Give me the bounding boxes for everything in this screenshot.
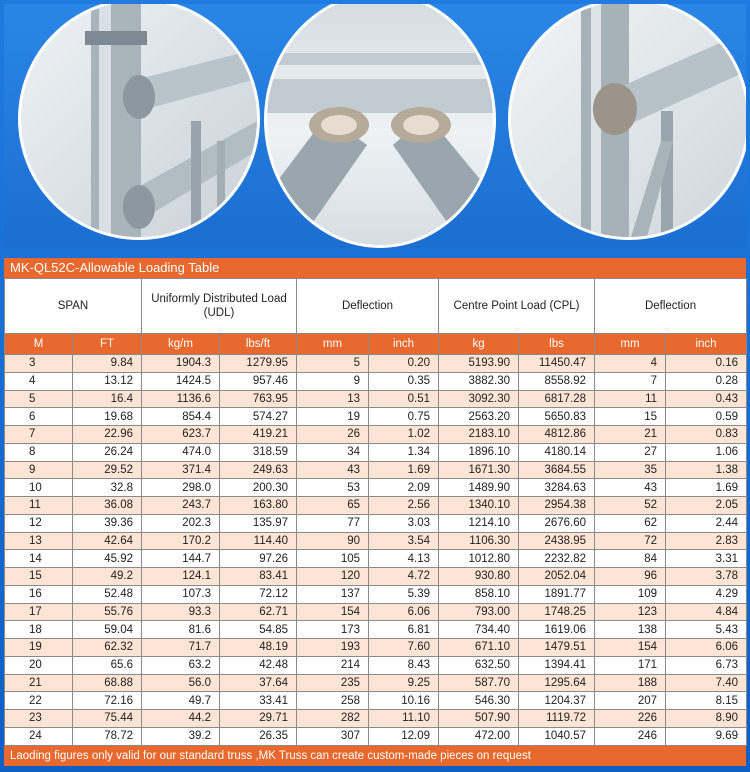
table-cell: 34: [297, 443, 369, 461]
table-row: [5, 390, 747, 408]
table-cell: 53: [297, 479, 369, 497]
table-cell: 11450.47: [519, 355, 595, 373]
table-row: [5, 603, 747, 621]
table-cell: 793.00: [439, 603, 519, 621]
table-cell: 135.97: [220, 514, 297, 532]
table-cell: 8.15: [666, 692, 747, 710]
table-cell: 39.2: [142, 727, 220, 745]
header-span: SPAN: [5, 279, 142, 334]
table-row: [5, 497, 747, 515]
table-cell: 19: [297, 408, 369, 426]
table-cell: 371.4: [142, 461, 220, 479]
table-cell: 105: [297, 550, 369, 568]
table-row: [5, 461, 747, 479]
table-cell: 1424.5: [142, 372, 220, 390]
table-cell: 298.0: [142, 479, 220, 497]
table-cell: 14: [5, 550, 73, 568]
table-cell: 1619.06: [519, 621, 595, 639]
table-cell: 1119.72: [519, 710, 595, 728]
table-cell: 154: [595, 639, 666, 657]
truss-tube-illustration-3: [511, 4, 746, 237]
header-deflection-cpl: Deflection: [595, 279, 747, 334]
table-row: [5, 656, 747, 674]
table-cell: 42.48: [220, 656, 297, 674]
table-cell: 207: [595, 692, 666, 710]
table-cell: 2052.04: [519, 568, 595, 586]
table-cell: 0.43: [666, 390, 747, 408]
table-cell: 2183.10: [439, 426, 519, 444]
table-cell: 35: [595, 461, 666, 479]
table-cell: 2.83: [666, 532, 747, 550]
table-cell: 1748.25: [519, 603, 595, 621]
table-cell: 29.71: [220, 710, 297, 728]
table-cell: 246: [595, 727, 666, 745]
loading-table: [4, 278, 747, 746]
table-cell: 1891.77: [519, 585, 595, 603]
table-cell: 37.64: [220, 674, 297, 692]
table-cell: 1.02: [369, 426, 439, 444]
table-cell: 1394.41: [519, 656, 595, 674]
table-cell: 11: [595, 390, 666, 408]
table-cell: 84: [595, 550, 666, 568]
truss-tube-illustration-1: [21, 4, 257, 237]
table-cell: 0.75: [369, 408, 439, 426]
truss-tube-illustration-2: [267, 4, 493, 245]
table-cell: 22: [5, 692, 73, 710]
table-cell: 6817.28: [519, 390, 595, 408]
table-cell: 3.31: [666, 550, 747, 568]
table-cell: 32.8: [73, 479, 142, 497]
table-cell: 1904.3: [142, 355, 220, 373]
table-row: [5, 710, 747, 728]
table-cell: 20: [5, 656, 73, 674]
table-cell: 107.3: [142, 585, 220, 603]
table-cell: 318.59: [220, 443, 297, 461]
table-cell: 193: [297, 639, 369, 657]
unit-header: kg: [439, 334, 519, 355]
table-cell: 77: [297, 514, 369, 532]
table-cell: 3882.30: [439, 372, 519, 390]
table-cell: 138: [595, 621, 666, 639]
table-cell: 1.69: [666, 479, 747, 497]
table-cell: 0.16: [666, 355, 747, 373]
table-cell: 49.7: [142, 692, 220, 710]
table-cell: 17: [5, 603, 73, 621]
table-title: MK-QL52C-Allowable Loading Table: [4, 258, 746, 278]
table-cell: 54.85: [220, 621, 297, 639]
table-cell: 235: [297, 674, 369, 692]
table-cell: 6.06: [369, 603, 439, 621]
table-row: [5, 692, 747, 710]
table-cell: 546.30: [439, 692, 519, 710]
table-cell: 48.19: [220, 639, 297, 657]
table-row: [5, 355, 747, 373]
table-cell: 854.4: [142, 408, 220, 426]
table-cell: 0.35: [369, 372, 439, 390]
table-cell: 734.40: [439, 621, 519, 639]
table-row: [5, 443, 747, 461]
table-row: [5, 568, 747, 586]
unit-header: kg/m: [142, 334, 220, 355]
table-cell: 1.38: [666, 461, 747, 479]
header-deflection-udl: Deflection: [297, 279, 439, 334]
table-cell: 10: [5, 479, 73, 497]
table-cell: 9: [297, 372, 369, 390]
table-cell: 1040.57: [519, 727, 595, 745]
table-cell: 249.63: [220, 461, 297, 479]
table-cell: 43: [297, 461, 369, 479]
table-cell: 2676.60: [519, 514, 595, 532]
table-row: [5, 408, 747, 426]
table-cell: 3.54: [369, 532, 439, 550]
table-cell: 96: [595, 568, 666, 586]
table-cell: 5: [5, 390, 73, 408]
table-cell: 957.46: [220, 372, 297, 390]
table-cell: 120: [297, 568, 369, 586]
table-cell: 4812.86: [519, 426, 595, 444]
table-cell: 214: [297, 656, 369, 674]
table-cell: 632.50: [439, 656, 519, 674]
table-row: [5, 532, 747, 550]
table-cell: 4: [595, 355, 666, 373]
table-cell: 7.60: [369, 639, 439, 657]
table-cell: 1136.6: [142, 390, 220, 408]
table-cell: 1012.80: [439, 550, 519, 568]
table-cell: 39.36: [73, 514, 142, 532]
table-cell: 5: [297, 355, 369, 373]
table-cell: 930.80: [439, 568, 519, 586]
table-cell: 170.2: [142, 532, 220, 550]
table-cell: 36.08: [73, 497, 142, 515]
table-row: [5, 372, 747, 390]
table-cell: 7: [5, 426, 73, 444]
table-cell: 1214.10: [439, 514, 519, 532]
table-cell: 763.95: [220, 390, 297, 408]
table-cell: 13: [5, 532, 73, 550]
table-cell: 1671.30: [439, 461, 519, 479]
table-cell: 0.20: [369, 355, 439, 373]
table-cell: 258: [297, 692, 369, 710]
table-cell: 15: [5, 568, 73, 586]
table-cell: 419.21: [220, 426, 297, 444]
table-cell: 97.26: [220, 550, 297, 568]
table-cell: 12: [5, 514, 73, 532]
unit-header: inch: [369, 334, 439, 355]
table-cell: 307: [297, 727, 369, 745]
table-cell: 4.13: [369, 550, 439, 568]
table-cell: 858.10: [439, 585, 519, 603]
table-cell: 3.03: [369, 514, 439, 532]
header-udl: Uniformly Distributed Load (UDL): [142, 279, 297, 334]
table-cell: 21: [5, 674, 73, 692]
table-cell: 171: [595, 656, 666, 674]
table-cell: 62.32: [73, 639, 142, 657]
table-cell: 78.72: [73, 727, 142, 745]
table-cell: 5650.83: [519, 408, 595, 426]
table-cell: 3684.55: [519, 461, 595, 479]
table-cell: 10.16: [369, 692, 439, 710]
table-row: [5, 426, 747, 444]
table-cell: 200.30: [220, 479, 297, 497]
table-row: [5, 639, 747, 657]
table-cell: 1340.10: [439, 497, 519, 515]
table-cell: 1279.95: [220, 355, 297, 373]
table-cell: 4: [5, 372, 73, 390]
table-cell: 1.69: [369, 461, 439, 479]
table-cell: 8.90: [666, 710, 747, 728]
table-cell: 6.06: [666, 639, 747, 657]
table-cell: 124.1: [142, 568, 220, 586]
table-row: [5, 479, 747, 497]
table-cell: 19: [5, 639, 73, 657]
table-cell: 2.44: [666, 514, 747, 532]
table-cell: 75.44: [73, 710, 142, 728]
unit-header: M: [5, 334, 73, 355]
table-cell: 7: [595, 372, 666, 390]
unit-header: inch: [666, 334, 747, 355]
table-cell: 507.90: [439, 710, 519, 728]
table-cell: 1106.30: [439, 532, 519, 550]
table-cell: 83.41: [220, 568, 297, 586]
table-cell: 65: [297, 497, 369, 515]
table-cell: 29.52: [73, 461, 142, 479]
table-cell: 71.7: [142, 639, 220, 657]
table-cell: 1204.37: [519, 692, 595, 710]
weld-photo-1: [18, 4, 260, 240]
table-cell: 72.12: [220, 585, 297, 603]
table-cell: 42.64: [73, 532, 142, 550]
table-cell: 0.28: [666, 372, 747, 390]
table-cell: 6.73: [666, 656, 747, 674]
table-cell: 474.0: [142, 443, 220, 461]
loading-table-panel: [4, 258, 746, 766]
table-cell: 9: [5, 461, 73, 479]
table-cell: 1489.90: [439, 479, 519, 497]
table-cell: 2.09: [369, 479, 439, 497]
table-cell: 15: [595, 408, 666, 426]
table-cell: 4.72: [369, 568, 439, 586]
table-cell: 59.04: [73, 621, 142, 639]
table-cell: 63.2: [142, 656, 220, 674]
table-row: [5, 727, 747, 745]
table-cell: 226: [595, 710, 666, 728]
table-cell: 282: [297, 710, 369, 728]
table-cell: 24: [5, 727, 73, 745]
table-cell: 3: [5, 355, 73, 373]
unit-header: mm: [595, 334, 666, 355]
table-cell: 44.2: [142, 710, 220, 728]
table-cell: 2.05: [666, 497, 747, 515]
table-cell: 1896.10: [439, 443, 519, 461]
table-cell: 19.68: [73, 408, 142, 426]
table-cell: 0.59: [666, 408, 747, 426]
table-cell: 8.43: [369, 656, 439, 674]
table-cell: 26: [297, 426, 369, 444]
table-cell: 9.84: [73, 355, 142, 373]
weld-photo-2: [264, 4, 496, 248]
table-cell: 26.24: [73, 443, 142, 461]
table-cell: 62: [595, 514, 666, 532]
table-cell: 4.29: [666, 585, 747, 603]
table-cell: 188: [595, 674, 666, 692]
table-cell: 3284.63: [519, 479, 595, 497]
table-cell: 3092.30: [439, 390, 519, 408]
unit-header: lbs: [519, 334, 595, 355]
table-cell: 45.92: [73, 550, 142, 568]
table-cell: 2563.20: [439, 408, 519, 426]
table-cell: 21: [595, 426, 666, 444]
table-cell: 55.76: [73, 603, 142, 621]
photo-banner: [4, 4, 746, 249]
table-cell: 13: [297, 390, 369, 408]
table-cell: 0.51: [369, 390, 439, 408]
table-cell: 5.39: [369, 585, 439, 603]
units-row: [5, 334, 747, 355]
table-row: [5, 674, 747, 692]
table-cell: 1.34: [369, 443, 439, 461]
weld-photo-3: [508, 4, 746, 240]
table-cell: 11: [5, 497, 73, 515]
table-cell: 0.83: [666, 426, 747, 444]
table-body: [5, 355, 747, 746]
table-cell: 109: [595, 585, 666, 603]
table-cell: 1.06: [666, 443, 747, 461]
table-cell: 5193.90: [439, 355, 519, 373]
table-cell: 173: [297, 621, 369, 639]
table-cell: 574.27: [220, 408, 297, 426]
table-cell: 137: [297, 585, 369, 603]
table-cell: 56.0: [142, 674, 220, 692]
table-cell: 163.80: [220, 497, 297, 515]
table-row: [5, 550, 747, 568]
table-cell: 587.70: [439, 674, 519, 692]
table-cell: 62.71: [220, 603, 297, 621]
table-cell: 123: [595, 603, 666, 621]
table-cell: 18: [5, 621, 73, 639]
table-cell: 114.40: [220, 532, 297, 550]
table-row: [5, 585, 747, 603]
table-cell: 3.78: [666, 568, 747, 586]
table-cell: 16.4: [73, 390, 142, 408]
table-cell: 2.56: [369, 497, 439, 515]
table-cell: 16: [5, 585, 73, 603]
table-cell: 72.16: [73, 692, 142, 710]
unit-header: lbs/ft: [220, 334, 297, 355]
table-cell: 43: [595, 479, 666, 497]
table-cell: 33.41: [220, 692, 297, 710]
table-cell: 23: [5, 710, 73, 728]
table-cell: 202.3: [142, 514, 220, 532]
table-cell: 1295.64: [519, 674, 595, 692]
table-cell: 9.69: [666, 727, 747, 745]
table-cell: 2954.38: [519, 497, 595, 515]
table-row: [5, 621, 747, 639]
unit-header: FT: [73, 334, 142, 355]
table-cell: 4.84: [666, 603, 747, 621]
table-cell: 12.09: [369, 727, 439, 745]
table-cell: 2232.82: [519, 550, 595, 568]
table-cell: 144.7: [142, 550, 220, 568]
table-cell: 8558.92: [519, 372, 595, 390]
table-cell: 5.43: [666, 621, 747, 639]
table-cell: 26.35: [220, 727, 297, 745]
table-cell: 52: [595, 497, 666, 515]
table-cell: 8: [5, 443, 73, 461]
table-cell: 13.12: [73, 372, 142, 390]
table-cell: 623.7: [142, 426, 220, 444]
header-row: [5, 279, 747, 334]
unit-header: mm: [297, 334, 369, 355]
table-footnote: Laoding figures only valid for our standard truss ,MK Truss can create custom-made pieces on request: [4, 746, 746, 766]
table-cell: 11.10: [369, 710, 439, 728]
table-cell: 243.7: [142, 497, 220, 515]
table-cell: 6.81: [369, 621, 439, 639]
table-cell: 52.48: [73, 585, 142, 603]
table-cell: 22.96: [73, 426, 142, 444]
table-cell: 27: [595, 443, 666, 461]
table-cell: 81.6: [142, 621, 220, 639]
table-row: [5, 514, 747, 532]
table-cell: 65.6: [73, 656, 142, 674]
table-cell: 154: [297, 603, 369, 621]
table-cell: 472.00: [439, 727, 519, 745]
table-cell: 90: [297, 532, 369, 550]
table-cell: 93.3: [142, 603, 220, 621]
table-cell: 2438.95: [519, 532, 595, 550]
table-cell: 72: [595, 532, 666, 550]
table-cell: 671.10: [439, 639, 519, 657]
header-cpl: Centre Point Load (CPL): [439, 279, 595, 334]
table-cell: 6: [5, 408, 73, 426]
table-cell: 68.88: [73, 674, 142, 692]
table-cell: 49.2: [73, 568, 142, 586]
table-cell: 4180.14: [519, 443, 595, 461]
table-cell: 1479.51: [519, 639, 595, 657]
table-cell: 9.25: [369, 674, 439, 692]
table-cell: 7.40: [666, 674, 747, 692]
